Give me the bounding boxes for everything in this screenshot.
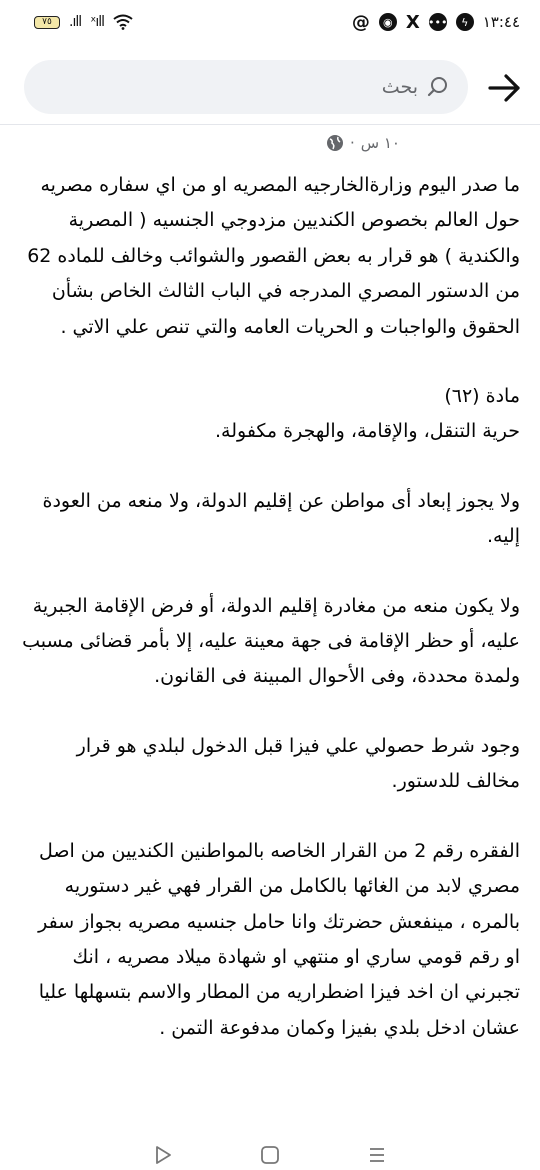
post-body <box>20 168 520 1080</box>
status-left <box>34 14 133 30</box>
camera-icon: ◉ <box>379 13 397 31</box>
search-input[interactable] <box>24 60 468 114</box>
recents-menu-icon[interactable] <box>366 1144 388 1166</box>
status-right <box>352 12 520 33</box>
signal-icon: .ıll <box>69 14 82 30</box>
messenger-icon: ϟ <box>456 13 474 31</box>
header-divider <box>0 124 540 125</box>
battery-icon <box>34 16 60 29</box>
globe-icon[interactable] <box>326 134 344 152</box>
back-arrow-icon[interactable] <box>484 70 524 106</box>
home-square-icon[interactable] <box>259 1144 281 1166</box>
threads-icon: @ <box>351 11 370 33</box>
wifi-icon <box>113 14 133 30</box>
battery-level: ٧٥ <box>42 17 52 27</box>
more-dots-icon: ••• <box>429 13 447 31</box>
search-icon <box>426 75 450 99</box>
post-paragraph-4: ولا يكون منعه من مغادرة إقليم الدولة، أو فرض الإقامة الجبرية عليه، أو حظر الإقامة فى جهة معينة عليه، إلا بأمر قضائى مسبب ولمدة محددة، وفى الأحوال المبينة فى القانون. <box>22 594 520 688</box>
post-paragraph-1: ما صدر اليوم وزارةالخارجيه المصريه او من اي سفاره مصريه حول العالم بخصوص الكنديين مزدوجي الجنسيه ( المصرية والكندية ) هو قرار به بعض القصور والشوائب وخالف للماده 62 من الدستور المصري المدرجه في الباب الثالث الخاص بشأن الحقوق والواجبات و الحريات العامه والتي تنص علي الاتي . <box>27 174 520 338</box>
post-paragraph-6: الفقره رقم 2 من القرار الخاصه بالمواطنين الكنديين من اصل مصري لابد من الغائها بالكامل من القرار فهي غير دستوريه بالمره ، مينفعش حضرتك وانا حامل جنسيه مصريه بجواز سفر او رقم قومي ساري او منتهي او شهادة ميلاد مصريه ، انك تجبرني ان اخد فيزا اضطراريه من المطار والاسم بتسهلها عليا عشان ادخل بلدي بفيزا وكمان مدفوعة التمن . <box>38 839 520 1039</box>
status-bar <box>0 0 540 44</box>
signal-2-icon: ˣıll <box>90 14 105 30</box>
post-meta <box>326 134 400 152</box>
x-icon: X <box>405 11 420 33</box>
status-time: ١٣:٤٤ <box>482 13 520 31</box>
system-nav-bar <box>0 1140 540 1170</box>
post-time: ١٠ س <box>360 134 400 152</box>
post-paragraph-3: ولا يجوز إبعاد أى مواطن عن إقليم الدولة، ولا منعه من العودة إليه. <box>42 489 520 548</box>
post-paragraph-2: مادة (٦٢) حرية التنقل، والإقامة، والهجرة مكفولة. <box>214 385 520 443</box>
post-paragraph-5: وجود شرط حصولي علي فيزا قبل الدخول لبلدي هو قرار مخالف للدستور. <box>76 734 520 793</box>
back-triangle-icon[interactable] <box>152 1144 174 1166</box>
meta-separator: · <box>350 134 355 152</box>
search-placeholder: بحث <box>381 76 418 98</box>
